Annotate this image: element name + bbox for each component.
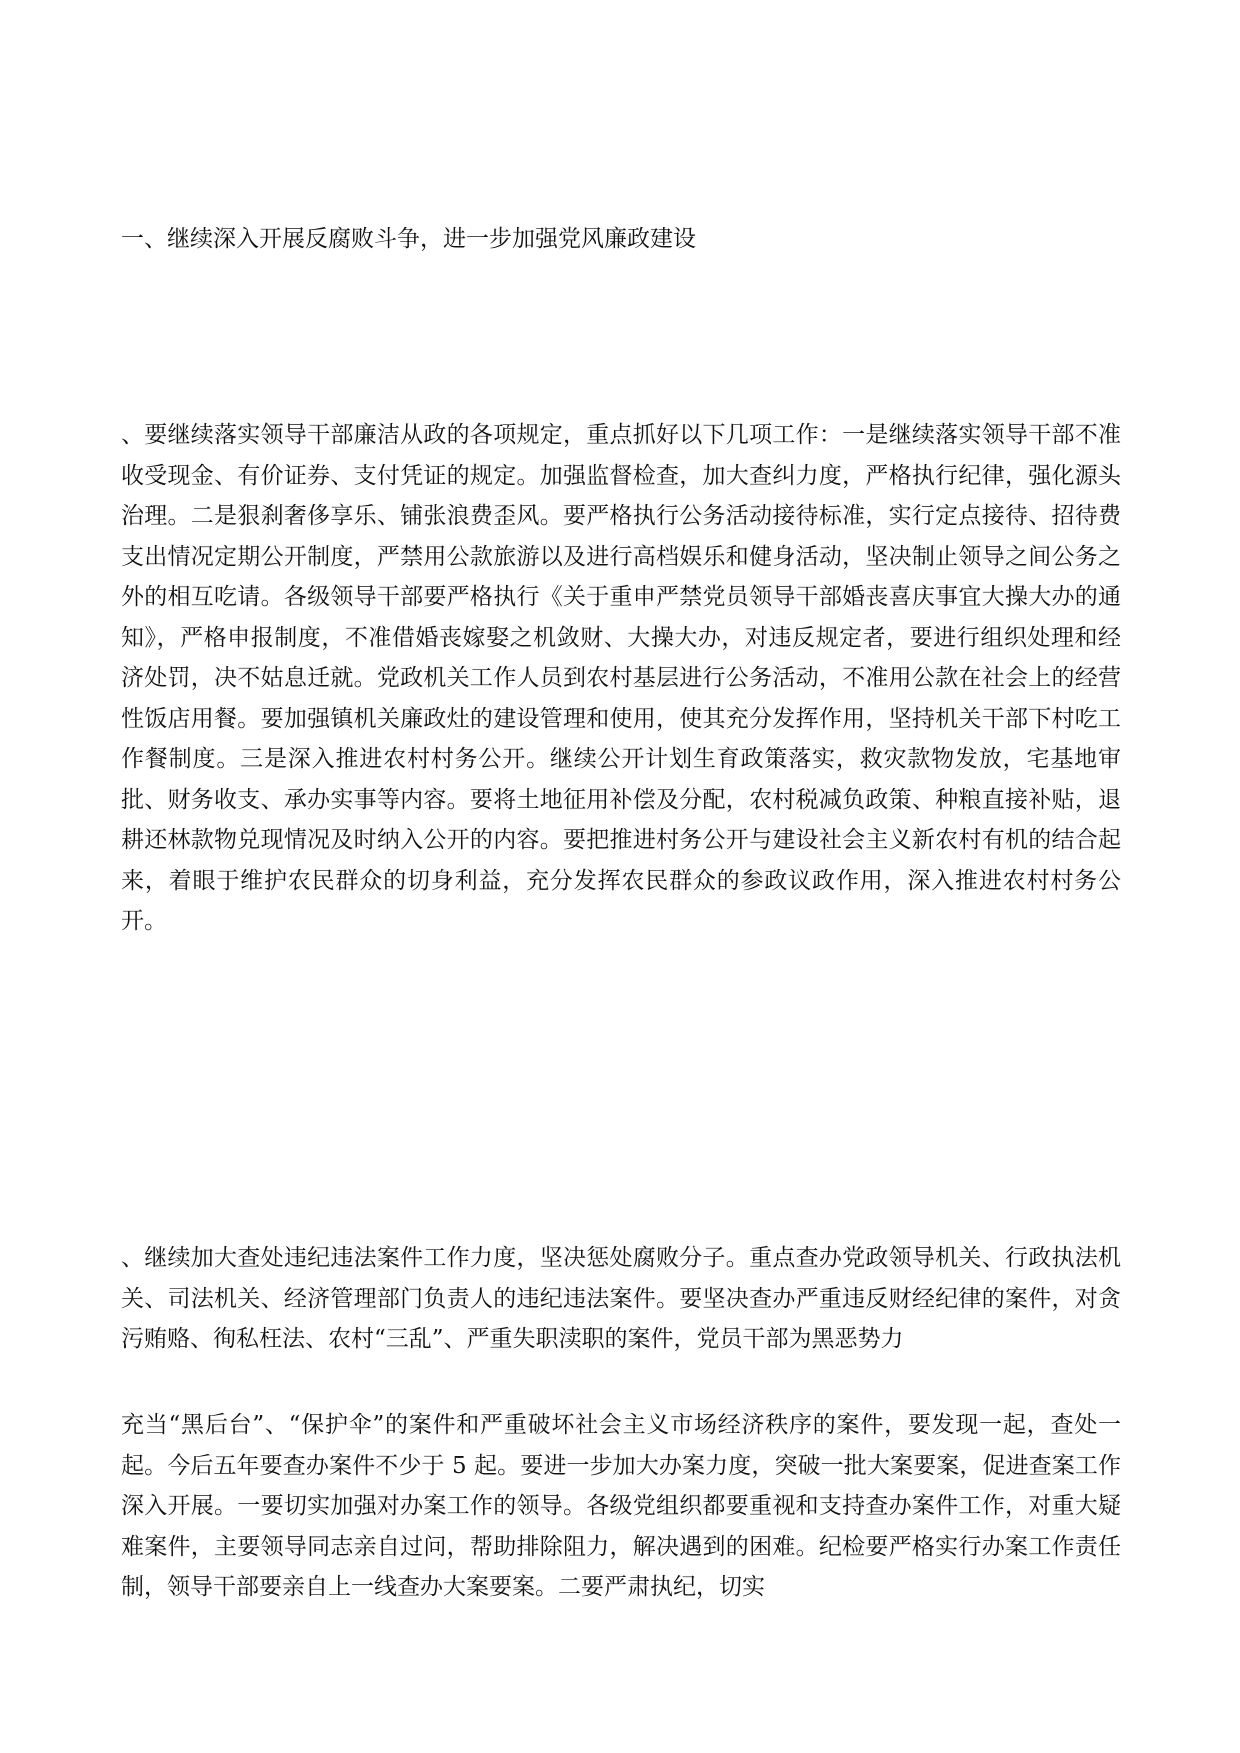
paragraph-case-investigation: 、继续加大查处违纪违法案件工作力度，坚决惩处腐败分子。重点查办党政领导机关、行政执法机关、司法机关、经济管理部门负责人的违纪违法案件。要坚决查办严重违反财经纪律的案件，对贪污贿赂、徇私枉法、农村“三乱”、严重失职渎职的案件，党员干部为黑恶势力 bbox=[121, 1245, 1121, 1352]
paragraph-case-investigation-continued: 充当“黑后台”、“保护伞”的案件和严重破坏社会主义市场经济秩序的案件，要发现一起，查处一起。今后五年要查办案件不少于 5 起。要进一步加大办案力度，突破一批大案要案，促进查案工作深入开展。一要切实加强对办案工作的领导。各级党组织都要重视和支持查办案件工作，对重大疑难案件，主要领导同志亲自过问，帮助排除阻力，解决遇到的困难。纪检要严格实行办案工作责任制，领导干部要亲自上一线查办大案要案。二要严肃执纪，切实 bbox=[121, 1412, 1121, 1600]
paragraph-integrity-rules: 、要继续落实领导干部廉洁从政的各项规定，重点抓好以下几项工作：一是继续落实领导干部不准收受现金、有价证券、支付凭证的规定。加强监督检查，加大查纠力度，严格执行纪律，强化源头治理。二是狠刹奢侈享乐、铺张浪费歪风。要严格执行公务活动接待标准，实行定点接待、招待费支出情况定期公开制度，严禁用公款旅游以及进行高档娱乐和健身活动，坚决制止领导之间公务之外的相互吃请。各级领导干部要严格执行《关于重申严禁党员领导干部婚丧喜庆事宜大操大办的通知》，严格申报制度，不准借婚丧嫁娶之机敛财、大操大办，对违反规定者，要进行组织处理和经济处罚，决不姑息迁就。党政机关工作人员到农村基层进行公务活动，不准用公款在社会上的经营性饭店用餐。要加强镇机关廉政灶的建设管理和使用，使其充分发挥作用，坚持机关干部下村吃工作餐制度。三是深入推进农村村务公开。继续公开计划生育政策落实，救灾款物发放，宅基地审批、财务收支、承办实事等内容。要将土地征用补偿及分配，农村税减负政策、种粮直接补贴，退耕还林款物兑现情况及时纳入公开的内容。要把推进村务公开与建设社会主义新农村有机的结合起来，着眼于维护农民群众的切身利益，充分发挥农民群众的参政议政作用，深入推进农村村务公开。 bbox=[121, 422, 1121, 934]
section-heading: 一、继续深入开展反腐败斗争，进一步加强党风廉政建设 bbox=[121, 226, 696, 252]
